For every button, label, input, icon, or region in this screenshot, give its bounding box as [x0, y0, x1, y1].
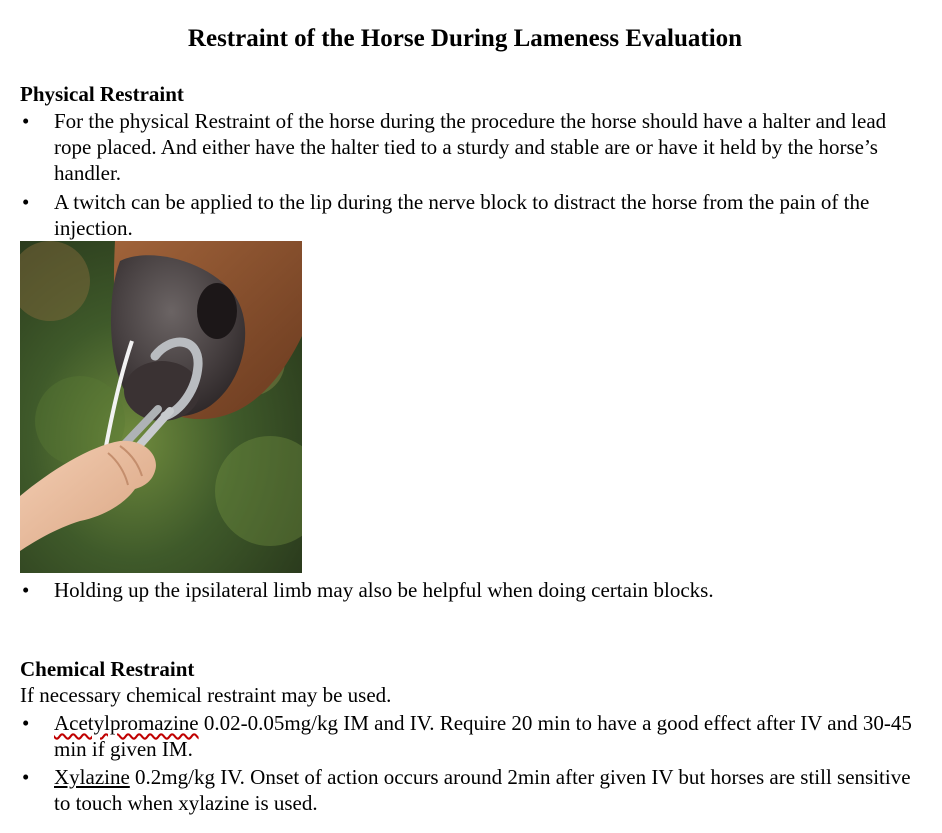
list-item — [20, 189, 920, 241]
chemical-intro: If necessary chemical restraint may be used. — [20, 683, 392, 707]
list-item — [20, 108, 920, 186]
bullet-text — [54, 764, 924, 816]
bullet-symbol: • — [22, 765, 30, 789]
drug-name-xylazine: Xylazine — [54, 765, 130, 789]
page-title: Restraint of the Horse During Lameness Evaluation — [187, 25, 743, 52]
bullet-symbol: • — [22, 109, 30, 133]
list-item — [20, 710, 920, 762]
physical-restraint-heading: Physical Restraint — [20, 82, 184, 106]
bullet-symbol: • — [22, 711, 30, 735]
list-item — [20, 764, 920, 816]
drug-description: 0.2mg/kg IV. Onset of action occurs around 2min after given IV but horses are still sensitive to touch when xylazine is used. — [54, 765, 911, 815]
horse-twitch-photo — [20, 241, 302, 573]
bullet-symbol: • — [22, 190, 30, 214]
bullet-symbol: • — [22, 578, 30, 602]
bullet-text — [54, 710, 924, 762]
list-item — [20, 577, 920, 603]
chemical-restraint-heading: Chemical Restraint — [20, 657, 195, 681]
bullet-text: Holding up the ipsilateral limb may also be helpful when doing certain blocks. — [54, 578, 714, 602]
horse-twitch-illustration — [20, 241, 302, 573]
bullet-text: For the physical Restraint of the horse during the procedure the horse should have a halter and lead rope placed. And either have the halter tied to a sturdy and stable are or have it held by the horse’s handler. — [54, 109, 887, 185]
drug-name-acetylpromazine: Acetylpromazine — [54, 711, 199, 735]
bullet-text: A twitch can be applied to the lip during the nerve block to distract the horse from the pain of the injection. — [54, 190, 870, 240]
drug-description: 0.02-0.05mg/kg IM and IV. Require 20 min to have a good effect after IV and 30-45 min if given IM. — [54, 711, 912, 761]
